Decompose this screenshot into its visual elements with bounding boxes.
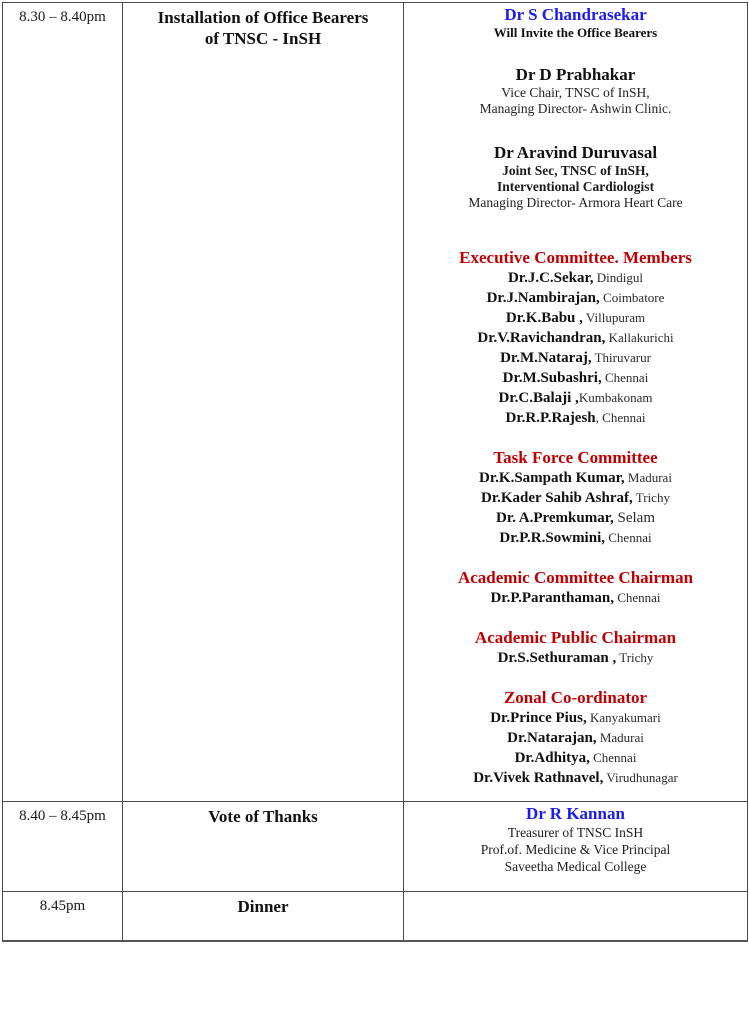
member (404, 288, 747, 308)
row2-event-title: Vote of Thanks (208, 807, 318, 826)
section-title: Zonal Co-ordinator (503, 688, 648, 707)
person-name: Dr Aravind Duruvasal (493, 143, 658, 162)
row2-time-cell (3, 802, 123, 892)
row1-event-title-line1: Installation of Office Bearers (157, 8, 369, 27)
row1-participants-cell (404, 3, 748, 802)
person-name: Dr D Prabhakar (515, 65, 636, 84)
row1-event-title-line2: of TNSC - InSH (204, 29, 322, 48)
member-name: Dr.Vivek Rathnavel, (473, 770, 604, 786)
member-name: Dr.C.Balaji , (498, 390, 579, 406)
member-city: Dindigul (593, 270, 644, 285)
member-name: Dr.M.Nataraj, (500, 350, 592, 366)
member-name: Dr.J.C.Sekar, (507, 270, 594, 286)
person-role: Treasurer of TNSC InSH (507, 825, 644, 840)
member (404, 508, 747, 528)
member-name: Dr.R.P.Rajesh (505, 410, 596, 426)
member (404, 748, 747, 768)
row2-event-cell (123, 802, 404, 892)
row2-participants-cell (404, 802, 748, 892)
row3-time: 8.45pm (39, 898, 86, 914)
member-city: , Chennai (595, 410, 646, 425)
section-academic-committee-chairman (404, 567, 747, 608)
program-table (2, 2, 748, 942)
member-city: Trichy (616, 650, 654, 665)
member-city: Madurai (596, 730, 644, 745)
member-name: Dr.P.R.Sowmini, (499, 530, 605, 546)
member-name: Dr.Kader Sahib Ashraf, (481, 490, 633, 506)
member (404, 708, 747, 728)
member-name: Dr.K.Sampath Kumar, (479, 470, 625, 486)
member (404, 388, 747, 408)
row1-time: 8.30 – 8.40pm (19, 9, 106, 25)
row1-event-cell (123, 3, 404, 802)
member-city: Coimbatore (599, 290, 665, 305)
committee-sections (404, 247, 747, 788)
member (404, 308, 747, 328)
member-city: Selam (613, 510, 656, 526)
row1-time-cell (3, 3, 123, 802)
person-chandrasekar (404, 5, 747, 41)
member (404, 488, 747, 508)
row3-event-title: Dinner (237, 897, 289, 916)
member-name: Dr.M.Subashri, (502, 370, 602, 386)
member (404, 768, 747, 788)
member-city: Kanyakumari (586, 710, 661, 725)
section-title: Academic Committee Chairman (457, 568, 694, 587)
member (404, 588, 747, 608)
member (404, 728, 747, 748)
member-city: Madurai (624, 470, 672, 485)
person-role: Joint Sec, TNSC of InSH, (502, 163, 649, 178)
member (404, 648, 747, 668)
member-name: Dr.K.Babu , (505, 310, 583, 326)
member-name: Dr.Adhitya, (514, 750, 590, 766)
section-zonal-coordinator (404, 687, 747, 788)
person-role: Interventional Cardiologist (496, 179, 655, 194)
member-name: Dr.Natarajan, (507, 730, 597, 746)
member-city: Thiruvarur (591, 350, 651, 365)
person-role: Managing Director- Armora Heart Care (468, 195, 683, 210)
member (404, 348, 747, 368)
member-name: Dr.V.Ravichandran, (477, 330, 606, 346)
person-role: Will Invite the Office Bearers (493, 25, 658, 40)
member (404, 408, 747, 428)
member (404, 528, 747, 548)
member (404, 468, 747, 488)
section-task-force (404, 447, 747, 548)
person-name: Dr S Chandrasekar (504, 5, 647, 24)
person-role: Vice Chair, TNSC of InSH, (501, 85, 650, 100)
person-role: Saveetha Medical College (504, 859, 647, 874)
person-role: Prof.of. Medicine & Vice Principal (480, 842, 671, 857)
member-city: Chennai (605, 530, 652, 545)
member-name: Dr.J.Nambirajan, (486, 290, 600, 306)
member-city: Chennai (601, 370, 649, 385)
member-city: Villupuram (582, 310, 646, 325)
person-name: Dr R Kannan (526, 804, 625, 823)
section-title: Task Force Committee (493, 448, 658, 467)
member-city: Trichy (632, 490, 670, 505)
member-city: Virudhunagar (603, 770, 678, 785)
member-name: Dr.Prince Pius, (490, 710, 587, 726)
member-name: Dr.S.Sethuraman , (497, 650, 617, 666)
member-city: Chennai (589, 750, 637, 765)
member (404, 368, 747, 388)
person-kannan (404, 804, 747, 875)
row3-time-cell (3, 892, 123, 940)
row2-time: 8.40 – 8.45pm (19, 808, 106, 824)
member (404, 268, 747, 288)
person-duruvasal (404, 143, 747, 211)
member-city: Kallakurichi (605, 330, 674, 345)
member-name: Dr. A.Premkumar, (495, 510, 614, 526)
member-city: Chennai (613, 590, 661, 605)
section-title: Executive Committee. Members (459, 248, 692, 267)
person-prabhakar (404, 65, 747, 117)
member-name: Dr.P.Paranthaman, (490, 590, 614, 606)
section-academic-public-chairman (404, 627, 747, 668)
row3-participants-cell (404, 892, 748, 940)
member-city: Kumbakonam (578, 390, 653, 405)
person-role: Managing Director- Ashwin Clinic. (479, 101, 672, 116)
member (404, 328, 747, 348)
section-executive-committee (404, 247, 747, 428)
section-title: Academic Public Chairman (474, 628, 677, 647)
row3-event-cell (123, 892, 404, 940)
